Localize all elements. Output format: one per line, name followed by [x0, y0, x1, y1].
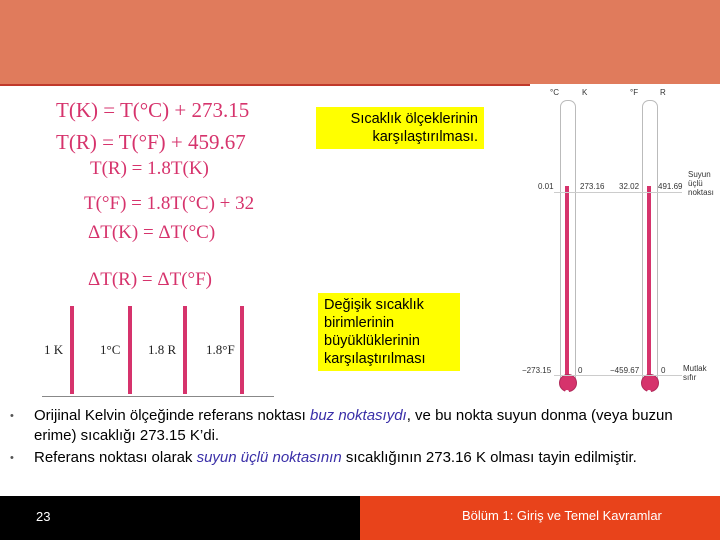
- footer-right-panel: [360, 496, 720, 540]
- thermometer-right-dot: [647, 390, 651, 394]
- absolute-zero-celsius: −273.15: [522, 366, 552, 375]
- thermometer-diagram: [522, 84, 720, 414]
- triple-point-line: [554, 192, 682, 193]
- triple-point-rankine: 491.69: [658, 182, 683, 191]
- callout-unit-magnitudes: Değişik sıcaklık birimlerinin büyüklüklerinin karşılaştırılması: [318, 293, 460, 371]
- triple-point-fahrenheit: 32.02: [619, 182, 640, 191]
- header-celsius: °C: [550, 88, 559, 97]
- absolute-zero-kelvin: 0: [578, 366, 583, 375]
- bullet-item-1: [10, 406, 710, 446]
- callout-scale-comparison: Sıcaklık ölçeklerinin karşılaştırılması.: [316, 107, 484, 149]
- bullet-2-text: Referans noktası olarak: [34, 449, 197, 466]
- bullet-icon: •: [10, 452, 14, 464]
- equation-fahrenheit: T(°F) = 1.8T(°C) + 32: [84, 193, 255, 214]
- bar-label-rankine: 1.8 R: [148, 342, 177, 357]
- bullet-item-2: [10, 448, 710, 468]
- absolute-zero-rankine: 0: [661, 366, 666, 375]
- header-rankine: R: [660, 88, 666, 97]
- bullet-icon: •: [10, 410, 14, 422]
- unit-size-bars: [40, 300, 290, 400]
- bullet-1-text: Orijinal Kelvin ölçeğinde referans noktası: [34, 407, 310, 424]
- page-number: 23: [36, 509, 51, 524]
- chapter-title: Bölüm 1: Giriş ve Temel Kavramlar: [462, 508, 662, 523]
- bar-kelvin: [70, 306, 74, 394]
- triple-point-label: Suyun üçlü noktası: [688, 170, 714, 197]
- bullet-1-text-end: , ve bu nokta suyun donma (veya buzun erime) sıcaklığı 273.15 K’di.: [34, 407, 673, 444]
- bar-label-kelvin: 1 K: [44, 342, 64, 357]
- header-divider: [0, 84, 530, 86]
- thermometer-left-fill: [565, 186, 569, 382]
- equation-rankine: T(R) = T(°F) + 459.67: [56, 130, 246, 154]
- bullet-list: [10, 406, 710, 468]
- thermometer-right-fill: [647, 186, 651, 382]
- bullet-2-text-end: sıcaklığının 273.16 K olması tayin edilmiştir.: [341, 449, 637, 466]
- triple-point-celsius: 0.01: [538, 182, 554, 191]
- absolute-zero-line: [554, 375, 682, 376]
- bar-rankine: [183, 306, 187, 394]
- equation-delta-rankine: ΔT(R) = ΔT(°F): [88, 269, 213, 290]
- footer-left-panel: [0, 496, 360, 540]
- header-band: [0, 0, 720, 84]
- absolute-zero-label: Mutlak sıfır: [683, 364, 707, 382]
- header-fahrenheit: °F: [630, 88, 639, 97]
- bar-fahrenheit: [240, 306, 244, 394]
- bullet-1-emphasis: buz noktasıydı: [309, 407, 407, 424]
- bullet-2-emphasis: suyun üçlü noktasının: [196, 449, 342, 466]
- absolute-zero-fahrenheit: −459.67: [610, 366, 640, 375]
- bar-label-celsius: 1°C: [100, 342, 121, 357]
- footer: [0, 496, 720, 540]
- bars-baseline: [42, 396, 274, 397]
- equation-rankine-kelvin: T(R) = 1.8T(K): [90, 158, 209, 179]
- bar-label-fahrenheit: 1.8°F: [206, 342, 235, 357]
- triple-point-kelvin: 273.16: [580, 182, 605, 191]
- thermometer-left-dot: [565, 390, 569, 394]
- bar-celsius: [128, 306, 132, 394]
- equation-delta-kelvin: ΔT(K) = ΔT(°C): [88, 222, 216, 243]
- header-kelvin: K: [582, 88, 588, 97]
- equation-kelvin: T(K) = T(°C) + 273.15: [56, 98, 250, 122]
